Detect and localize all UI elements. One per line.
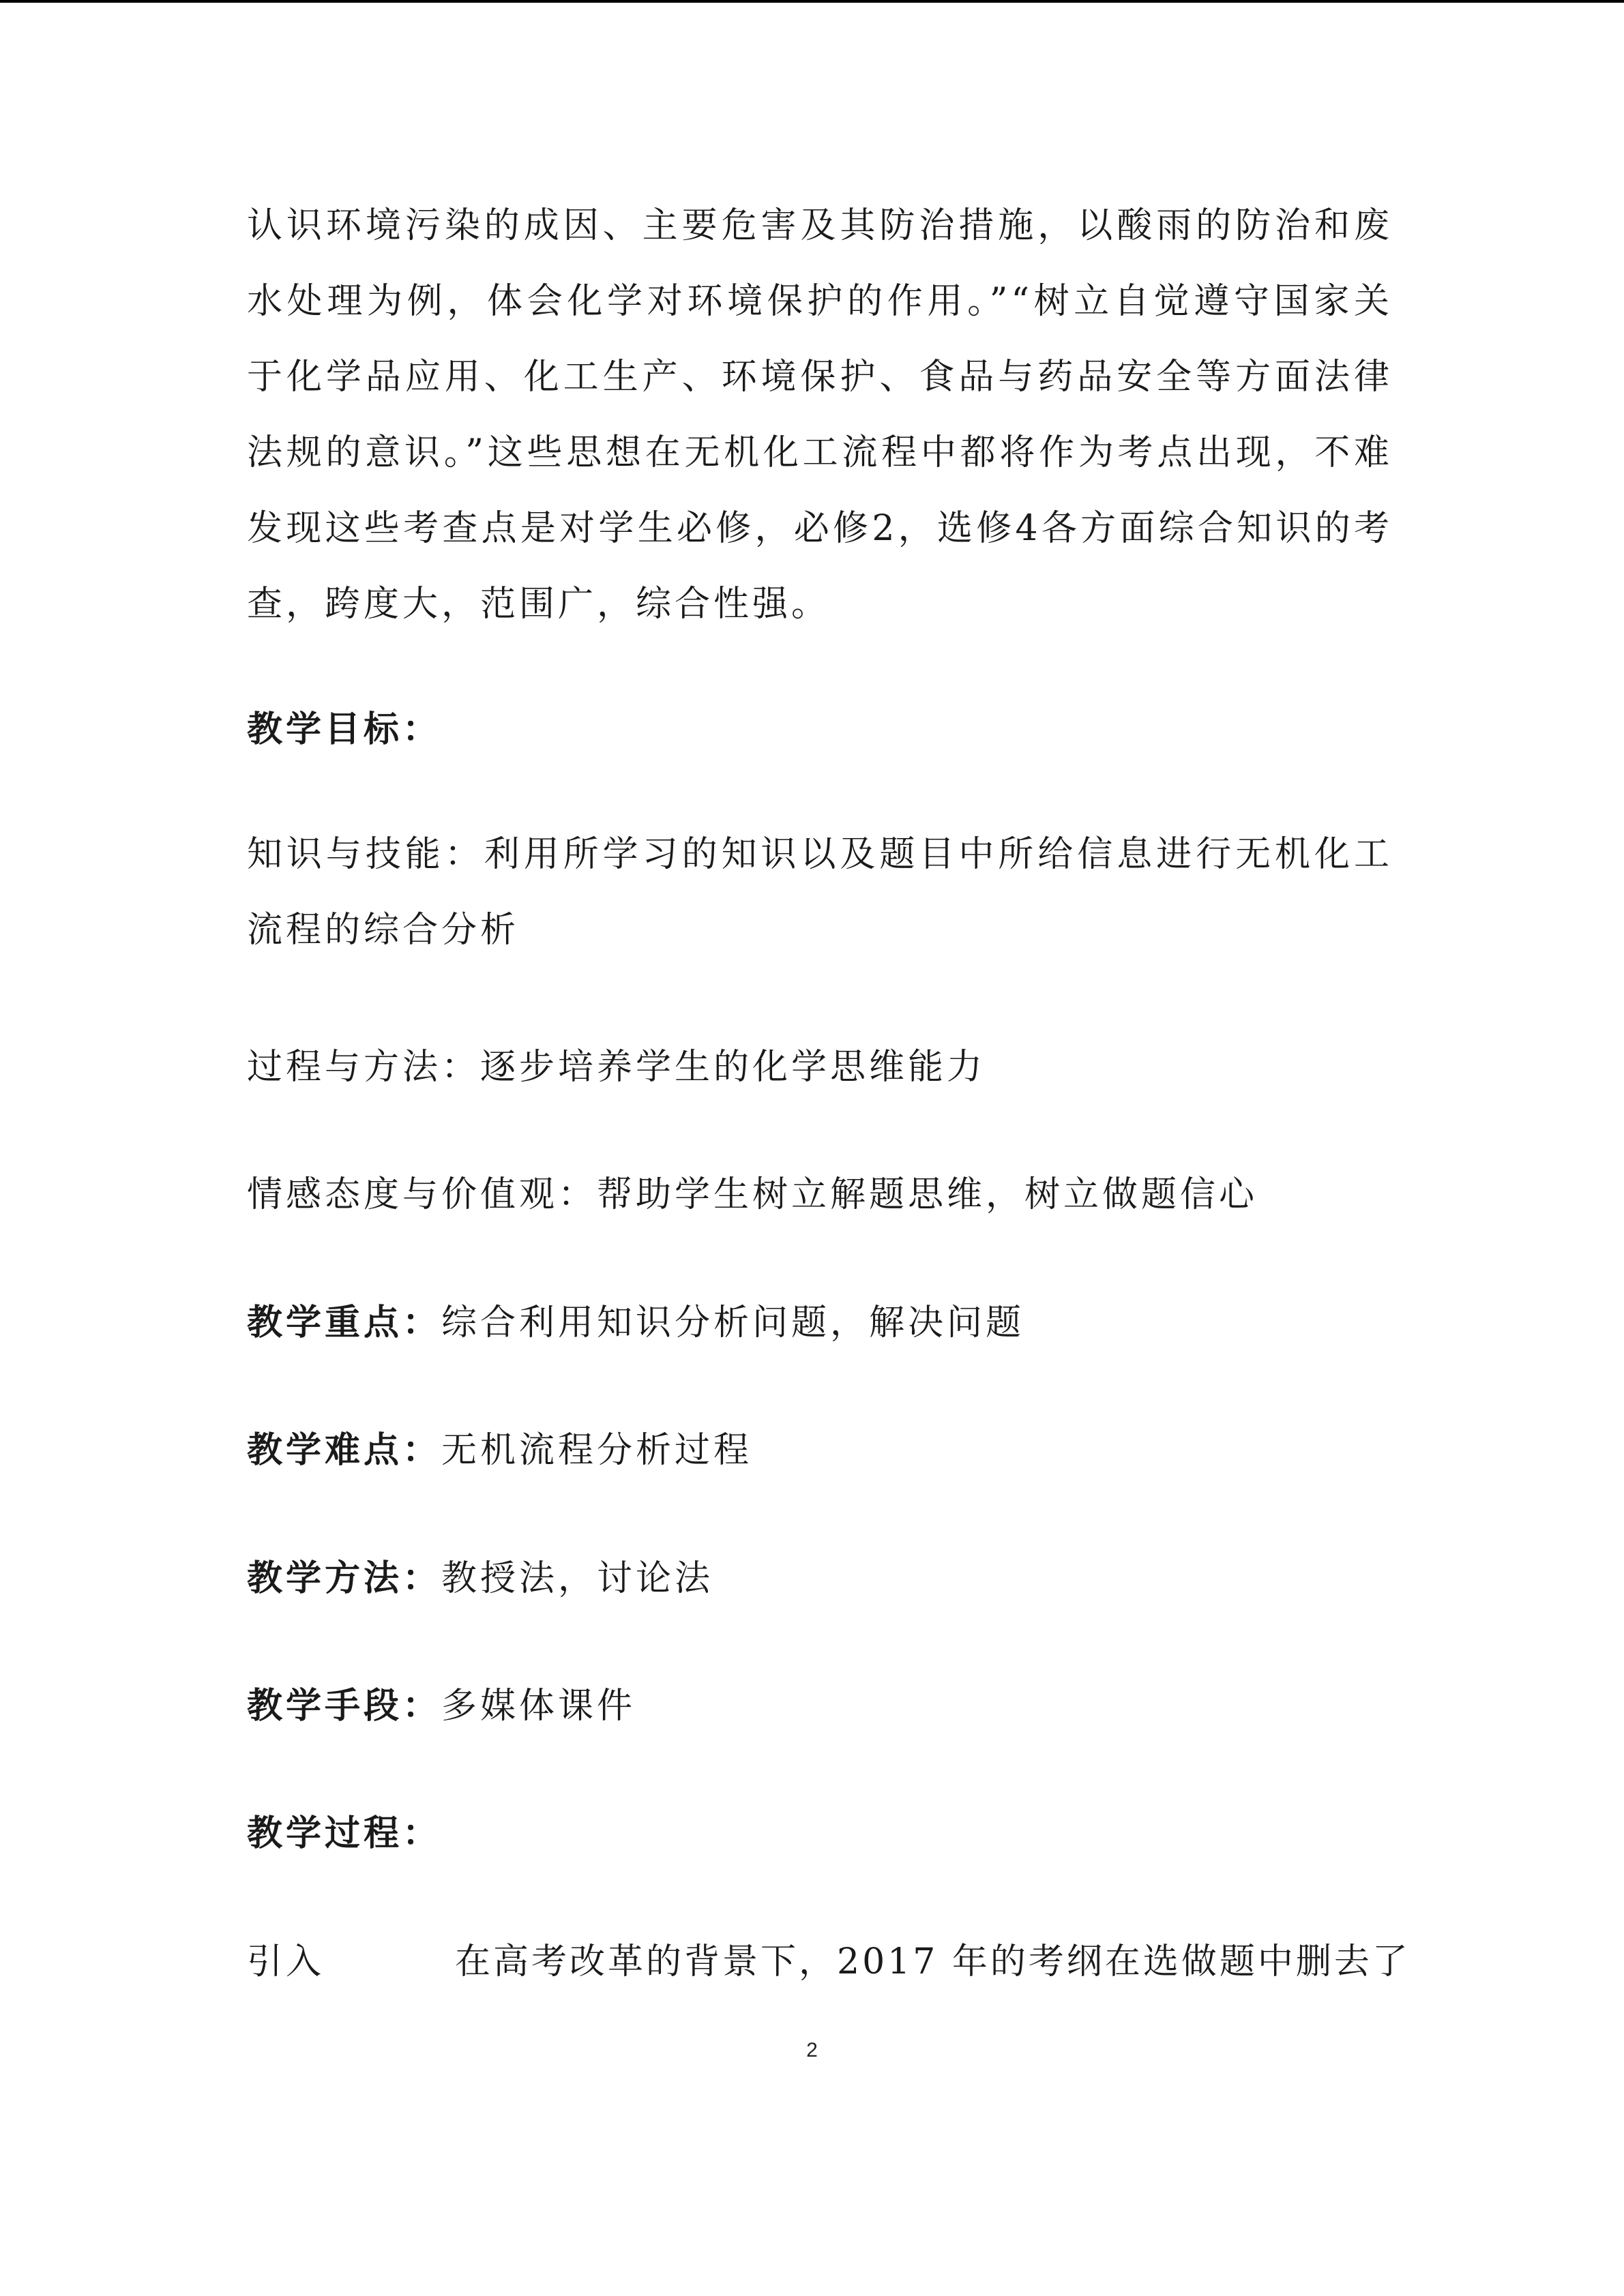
method-label: 教学方法： [247, 1558, 442, 1599]
difficulty-text: 无机流程分析过程 [441, 1430, 753, 1471]
means-label: 教学手段： [247, 1686, 442, 1727]
key-point-row [247, 1302, 1024, 1343]
method-row [247, 1558, 713, 1599]
means-row [247, 1686, 636, 1727]
intro-text: 在高考改革的背景下，2017 年的考纲在选做题中删去了 [455, 1941, 1411, 1982]
difficulty-label: 教学难点： [247, 1430, 442, 1471]
key-point-text: 综合利用知识分析问题，解决问题 [441, 1302, 1025, 1343]
process-method-goal: 过程与方法：逐步培养学生的化学思维能力 [247, 1047, 986, 1088]
key-point-label: 教学重点： [247, 1302, 442, 1343]
teaching-goals-heading: 教学目标： [247, 709, 442, 750]
page-number: 2 [806, 2039, 818, 2061]
intro-paragraph: 认识环境污染的成因、主要危害及其防治措施，以酸雨的防治和废水处理为例，体会化学对环境保护的作用。”“树立自觉遵守国家关于化学品应用、化工生产、环境保护、食品与药品安全等方面法律法规的意识。”这些思想在无机化工流程中都将作为考点出现，不难发现这些考查点是对学生必修，必修2，选修4各方面综合知识的考查，跨度大，范围广，综合性强。 [247, 205, 1393, 625]
knowledge-skills-goal: 知识与技能：利用所学习的知识以及题目中所给信息进行无机化工流程的综合分析 [247, 834, 1393, 951]
emotion-values-goal: 情感态度与价值观：帮助学生树立解题思维，树立做题信心 [247, 1174, 1258, 1215]
top-border [0, 0, 1624, 3]
method-text: 教授法，讨论法 [441, 1558, 714, 1599]
teaching-process-heading: 教学过程： [247, 1813, 442, 1854]
means-text: 多媒体课件 [441, 1686, 636, 1727]
intro-tag: 引入 [247, 1941, 325, 1982]
difficulty-row [247, 1430, 752, 1471]
